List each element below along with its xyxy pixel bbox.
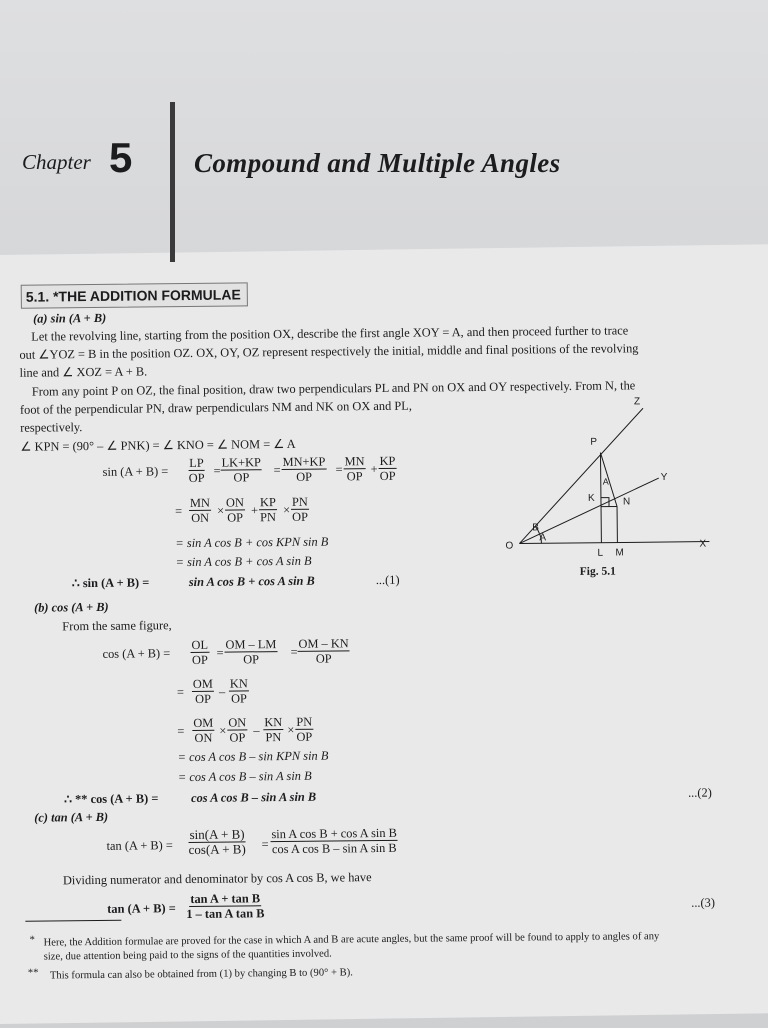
fraction: $\frac{\text{tan A + tan B}}{\text{1 – tan A tan B}}$ bbox=[185, 891, 265, 921]
fraction: $\frac{ON}{OP}$ bbox=[225, 495, 245, 524]
para2-line2: foot of the perpendicular PN, draw perpendiculars NM and NK on OX and PL, bbox=[20, 399, 412, 417]
times-sign: × bbox=[283, 503, 290, 517]
tan-result-tag: ...(3) bbox=[691, 896, 715, 910]
footnote-rule bbox=[25, 920, 121, 922]
footnote-star: * bbox=[29, 934, 34, 948]
cos-result-tag: ...(2) bbox=[688, 786, 712, 800]
equals-sign: = bbox=[175, 504, 182, 518]
fraction: $\frac{KN}{OP}$ bbox=[229, 676, 249, 705]
cos-eq1-lhs: cos (A + B) = bbox=[102, 646, 170, 661]
axis-ox bbox=[519, 542, 709, 544]
dividing-statement: Dividing numerator and denominator by cos A cos B, we have bbox=[63, 870, 372, 887]
part-a-heading: (a) sin (A + B) bbox=[33, 311, 106, 326]
fraction: $\frac{\text{sin A cos B + cos A sin B}}{\text{cos A cos B – sin A sin B}}$ bbox=[270, 826, 398, 856]
label-m: M bbox=[615, 547, 623, 558]
fraction: $\frac{MN}{ON}$ bbox=[189, 496, 211, 525]
footnote-1-line2: size, due attention being paid to the signs of the quantities involved. bbox=[44, 948, 332, 965]
label-l: L bbox=[597, 548, 603, 559]
equals-sign: = bbox=[336, 462, 343, 476]
figure-5-1 bbox=[498, 391, 730, 588]
fraction: $\frac{OL}{OP}$ bbox=[190, 638, 209, 667]
times-sign: × bbox=[217, 504, 224, 518]
part-b-heading: (b) cos (A + B) bbox=[34, 600, 109, 615]
sin-result-tag: ...(1) bbox=[376, 573, 400, 587]
footnote-2: This formula can also be obtained from (1) by changing B to (90° + B). bbox=[50, 966, 353, 983]
times-sign: × bbox=[287, 723, 294, 737]
minus-sign: – bbox=[253, 723, 259, 737]
fraction: $\frac{MN+KP}{OP}$ bbox=[281, 455, 326, 484]
fraction: $\frac{LK+KP}{OP}$ bbox=[220, 455, 262, 484]
sin-eq1-lhs: sin (A + B) = bbox=[103, 464, 169, 479]
section-heading: 5.1. *THE ADDITION FORMULAE bbox=[21, 282, 248, 308]
fraction: $\frac{OM}{OP}$ bbox=[192, 677, 214, 706]
para1-line2: out ∠YOZ = B in the position OZ. OX, OY, OZ represent respectively the initial, middle and final positions of the revolving bbox=[19, 341, 638, 361]
label-o: O bbox=[505, 541, 513, 552]
chapter-label: Chapter bbox=[22, 150, 91, 175]
plus-sign: + bbox=[371, 462, 378, 476]
fraction: $\frac{PN}{OP}$ bbox=[291, 495, 309, 524]
sin-line4: = sin A cos B + cos A sin B bbox=[176, 554, 312, 569]
para1-line1: Let the revolving line, starting from the position OX, describe the first angle XOY = A, and then proceed further to trace bbox=[31, 323, 628, 343]
equals-sign: = bbox=[214, 464, 221, 478]
sin-result-lhs: ∴ sin (A + B) = bbox=[72, 575, 150, 590]
fraction: $\frac{LP}{OP}$ bbox=[187, 456, 205, 485]
fraction: $\frac{PN}{OP}$ bbox=[295, 715, 313, 744]
equals-sign: = bbox=[177, 685, 184, 699]
fraction: $\frac{OM - KN}{OP}$ bbox=[297, 636, 350, 666]
label-y: Y bbox=[661, 472, 668, 483]
para1-line3: line and ∠ XOZ = A + B. bbox=[20, 364, 148, 379]
chapter-title: Compound and Multiple Angles bbox=[194, 148, 561, 179]
equals-sign: = bbox=[261, 837, 268, 851]
fraction: $\frac{OM}{ON}$ bbox=[192, 716, 214, 745]
fraction: $\frac{\sin(A + B)}{\cos(A + B)}$ bbox=[187, 827, 246, 857]
fraction: $\frac{KN}{PN}$ bbox=[263, 715, 283, 744]
part-b-intro: From the same figure, bbox=[62, 618, 172, 633]
label-n: N bbox=[623, 496, 630, 507]
sin-result-rhs: sin A cos B + cos A sin B bbox=[189, 574, 315, 589]
para2-line3: respectively. bbox=[20, 420, 82, 435]
equals-sign: = bbox=[274, 463, 281, 477]
equals-sign: = bbox=[216, 646, 223, 660]
cos-line5: = cos A cos B – sin A sin B bbox=[178, 769, 312, 784]
equals-sign: = bbox=[290, 645, 297, 659]
label-x: X bbox=[699, 539, 706, 550]
cos-line4: = cos A cos B – sin KPN sin B bbox=[178, 749, 329, 765]
cos-result-rhs: cos A cos B – sin A sin B bbox=[191, 790, 316, 805]
tan-result-lhs: tan (A + B) = bbox=[107, 901, 176, 916]
fraction: $\frac{OM - LM}{OP}$ bbox=[224, 637, 277, 667]
cos-result-lhs: ∴ ** cos (A + B) = bbox=[64, 791, 158, 806]
label-b: B bbox=[532, 522, 539, 533]
times-sign: × bbox=[219, 724, 226, 738]
label-k: K bbox=[588, 493, 595, 504]
angle-equality: ∠ KPN = (90° – ∠ PNK) = ∠ KNO = ∠ NOM = ∠ A bbox=[20, 437, 295, 454]
plus-sign: + bbox=[251, 503, 258, 517]
para2-line1: From any point P on OZ, the final position, draw two perpendiculars PL and PN on OX and OY respectively. From N, the bbox=[32, 378, 636, 398]
footnote-1-line1: Here, the Addition formulae are proved for the case in which A and B are acute angles, but the same proof will be found to apply to angles of any bbox=[44, 930, 660, 950]
label-p: P bbox=[590, 437, 597, 448]
fraction: $\frac{KP}{OP}$ bbox=[378, 454, 396, 483]
tan-eq1-lhs: tan (A + B) = bbox=[106, 838, 172, 853]
label-z: Z bbox=[634, 396, 640, 407]
fraction: $\frac{KP}{PN}$ bbox=[259, 495, 277, 524]
fraction: $\frac{ON}{OP}$ bbox=[227, 715, 247, 744]
label-a-small: A bbox=[603, 477, 609, 487]
figure-caption: Fig. 5.1 bbox=[580, 566, 616, 578]
equals-sign: = bbox=[177, 724, 184, 738]
label-a: A bbox=[539, 532, 546, 543]
sin-line3: = sin A cos B + cos KPN sin B bbox=[175, 535, 328, 551]
chapter-number: 5 bbox=[109, 134, 132, 182]
part-c-heading: (c) tan (A + B) bbox=[34, 810, 108, 825]
fraction: $\frac{MN}{OP}$ bbox=[343, 454, 365, 483]
minus-sign: – bbox=[219, 685, 225, 699]
footnote-double-star: ** bbox=[28, 967, 39, 981]
